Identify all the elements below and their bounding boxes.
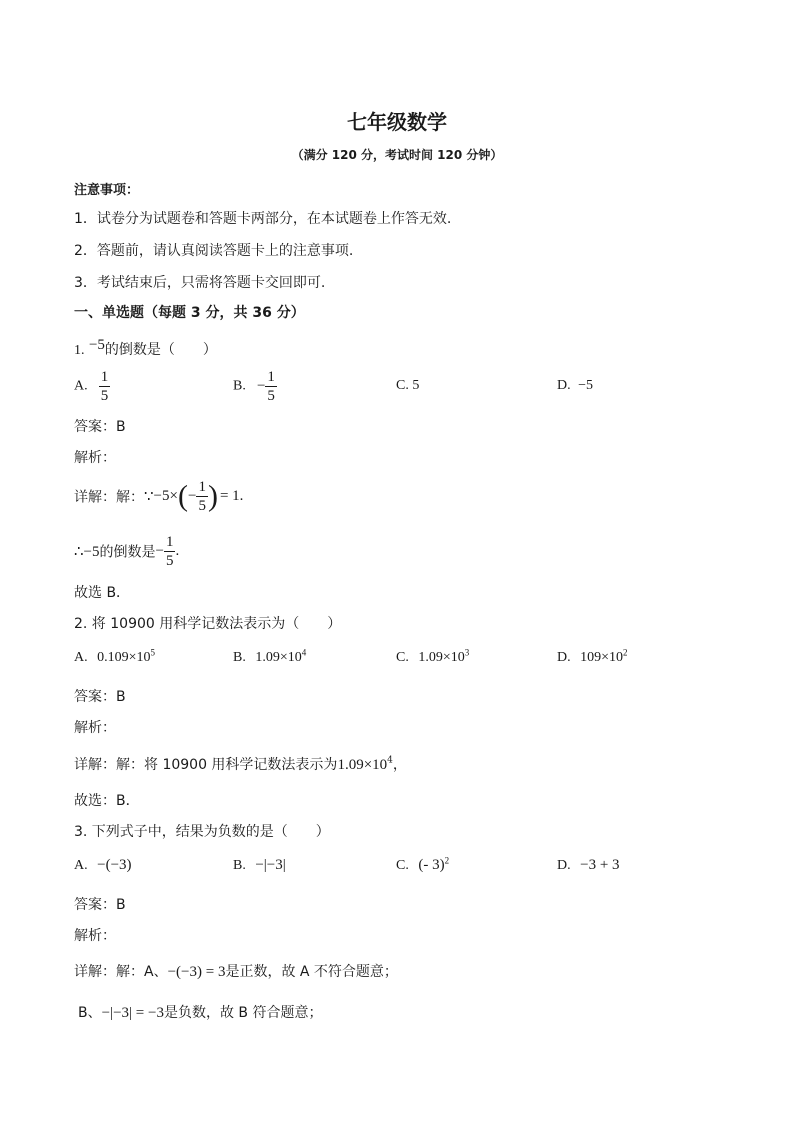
therefore-line <box>74 533 179 570</box>
math-expression: −5× <box>153 488 178 504</box>
detail-prefix: 详解：解：A、 <box>74 964 168 980</box>
detail-prefix: 详解：解： <box>74 489 144 506</box>
option-label: C. <box>396 650 409 665</box>
option-c <box>396 857 449 874</box>
page-subtitle: （满分 120 分，考试时间 120 分钟） <box>291 148 503 162</box>
analysis-label: 解析： <box>74 450 116 466</box>
option-label: A. <box>74 650 88 665</box>
option-c <box>396 647 470 666</box>
option-value: −|−3| <box>255 857 286 873</box>
detail-end: ， <box>392 757 407 773</box>
notice-heading: 注意事项： <box>74 183 140 198</box>
detail-line <box>74 754 407 774</box>
answer: 答案：B <box>74 689 126 705</box>
answer: 答案：B <box>74 419 126 435</box>
denominator: 5 <box>165 553 174 569</box>
option-b <box>233 368 277 405</box>
therefore-expression: ∴−5 <box>74 544 100 560</box>
detail-line <box>74 961 398 981</box>
option-label: C. <box>396 858 409 873</box>
option-label: D. <box>557 650 571 665</box>
denominator: 5 <box>100 388 109 404</box>
exponent: 3 <box>464 647 470 658</box>
fraction <box>265 368 277 405</box>
exponent: 2 <box>444 855 450 866</box>
math-expression: −|−3| = −3 <box>101 1005 164 1021</box>
option-a <box>74 647 156 666</box>
analysis-label: 解析： <box>74 928 116 944</box>
minus-sign: − <box>256 378 266 394</box>
notice-item: 2．答题前，请认真阅读答题卡上的注意事项. <box>74 243 354 259</box>
math-expression: −(−3) = 3 <box>167 964 226 980</box>
option-label: B. <box>233 378 246 394</box>
option-label: C. <box>396 378 409 393</box>
option-value: 109×10 <box>580 650 624 665</box>
period: . <box>175 543 180 559</box>
numerator: 1 <box>165 534 174 550</box>
option-a <box>74 368 110 405</box>
option-b <box>233 647 307 666</box>
therefore-text: 的倒数是 <box>99 544 156 561</box>
denominator: 5 <box>267 388 275 404</box>
notice-item: 3．考试结束后，只需将答题卡交回即可. <box>74 275 326 291</box>
option-d <box>557 378 593 394</box>
option-a <box>74 857 132 874</box>
option-value: −(−3) <box>97 857 132 873</box>
exponent: 5 <box>150 647 156 658</box>
minus-sign: − <box>187 488 197 504</box>
question-3: 3. 下列式子中，结果为负数的是（ ） <box>74 824 330 840</box>
option-c <box>396 378 419 394</box>
exponent: 4 <box>301 647 307 658</box>
question-1 <box>74 339 217 359</box>
option-value: (‐ 3) <box>418 857 445 873</box>
fraction <box>196 478 208 515</box>
page-title: 七年级数学 <box>347 110 447 134</box>
exponent: 4 <box>387 755 393 766</box>
option-label: B. <box>233 858 246 873</box>
detail-prefix: B、 <box>78 1005 102 1021</box>
option-value: −3 + 3 <box>580 857 620 873</box>
option-label: A. <box>74 378 88 394</box>
option-d <box>557 647 628 666</box>
numerator: 1 <box>198 479 206 495</box>
detail-text: 是正数，故 A 不符合题意； <box>225 964 398 980</box>
math-expression: = 1 <box>219 488 240 504</box>
exponent: 2 <box>623 647 628 658</box>
denominator: 5 <box>198 498 206 514</box>
option-label: A. <box>74 858 88 873</box>
option-value: −5 <box>578 378 594 393</box>
period: . <box>239 488 244 504</box>
option-d <box>557 857 620 874</box>
detail-text: 详解：解：将 10900 用科学记数法表示为 <box>74 757 338 773</box>
notice-item: 1．试卷分为试题卷和答题卡两部分，在本试题卷上作答无效. <box>74 211 452 227</box>
minus-sign: − <box>155 543 164 559</box>
option-value: 1.09×10 <box>255 650 302 665</box>
option-value: 1.09×10 <box>418 650 465 665</box>
detail-text: 是负数，故 B 符合题意； <box>163 1005 323 1021</box>
conclusion: 故选 B． <box>74 585 131 601</box>
fraction <box>99 368 111 405</box>
question-number: 1. <box>74 343 85 358</box>
numerator: 1 <box>267 369 275 385</box>
detail-line <box>78 1002 322 1022</box>
option-label: D. <box>557 858 571 873</box>
because-sign: ∵ <box>144 489 154 505</box>
option-value: 0.109×10 <box>97 650 151 665</box>
question-expression: −5 <box>88 337 105 353</box>
conclusion: 故选：B． <box>74 793 140 809</box>
option-b <box>233 857 286 874</box>
answer: 答案：B <box>74 897 126 913</box>
question-text: 的倒数是（ ） <box>104 342 217 358</box>
analysis-label: 解析： <box>74 720 116 736</box>
math-expression: 1.09×10 <box>337 757 388 773</box>
fraction <box>164 533 176 570</box>
option-label: B. <box>233 650 246 665</box>
option-value: 5 <box>412 378 420 393</box>
numerator: 1 <box>100 369 109 385</box>
question-2: 2. 将 10900 用科学记数法表示为（ ） <box>74 616 342 632</box>
option-label: D. <box>557 378 571 393</box>
detail-line: 详解：解：∵−5×(− $\frac{1}{5}$ ) = 1. <box>74 479 244 514</box>
section-heading: 一、单选题（每题 3 分，共 36 分） <box>74 305 305 321</box>
